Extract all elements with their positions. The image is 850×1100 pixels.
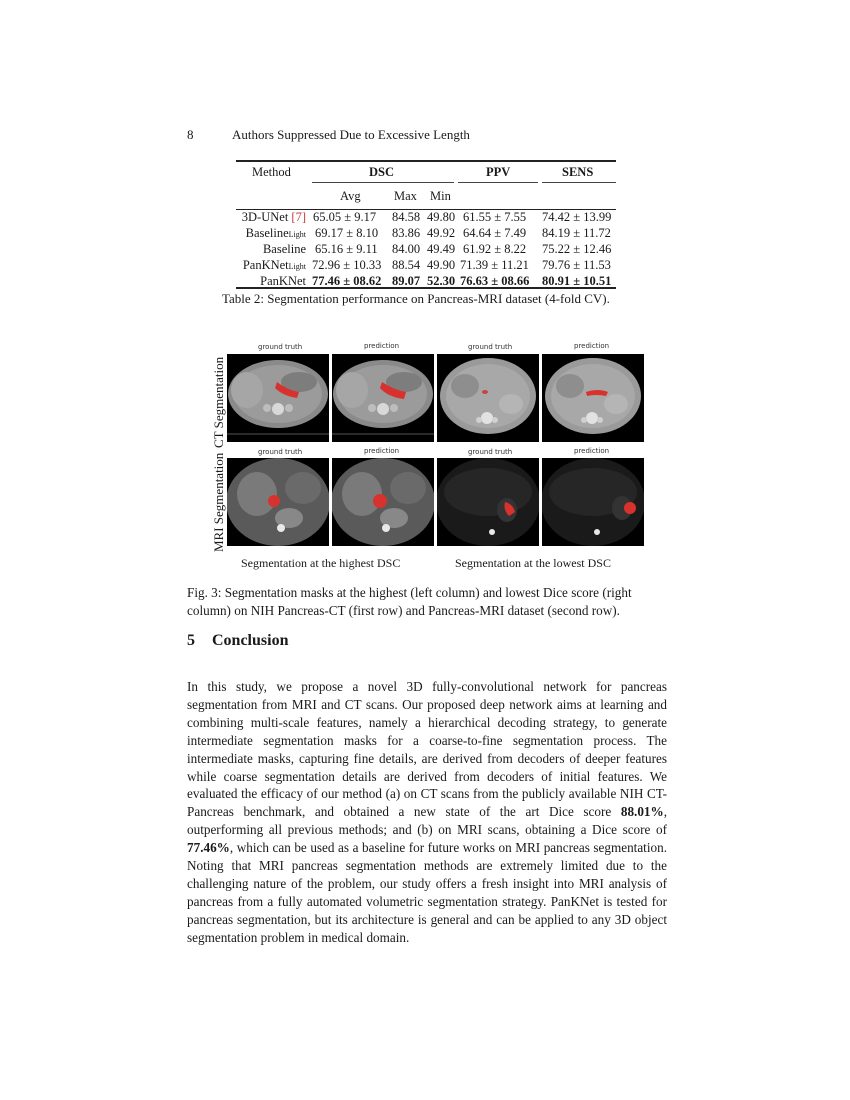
cell-min: 52.30 [427,274,456,288]
cell-sens: 80.91 ± 10.51 [542,274,612,288]
method-name: 3D-UNet [241,210,292,224]
header-min: Min [430,189,451,203]
cell-sens: 79.76 ± 11.53 [542,258,611,272]
ct-ground-truth-high-image [227,354,329,442]
results-table [236,158,616,293]
section-title: Conclusion [212,632,289,649]
header-sens: SENS [562,165,594,179]
method-subscript: Light [288,262,306,271]
cell-min: 49.80 [427,210,456,224]
running-header [187,127,470,143]
mri-ground-truth-low-image [437,458,539,546]
cell-max: 88.54 [392,258,421,272]
header-avg: Avg [340,189,361,203]
figure-caption: Fig. 3: Segmentation masks at the highest (left column) and lowest Dice score (right column) on NIH Pancreas-CT (first row) and Pancreas-MRI dataset (second row). [187,585,632,618]
cell-max: 84.00 [392,242,421,256]
citation-link[interactable]: [7] [291,210,306,224]
panel-label: prediction [574,447,610,455]
section-number: 5 [187,632,195,649]
page-number: 8 [187,127,194,142]
cell-min: 49.90 [427,258,456,272]
row-method [243,258,306,273]
row-method [246,226,306,241]
running-title: Authors Suppressed Due to Excessive Length [232,127,470,142]
ppv-group-rule [458,182,538,183]
sub-caption-right: Segmentation at the lowest DSC [455,556,611,570]
panel-label: ground truth [468,343,513,351]
method-name: PanKNet [242,258,289,272]
cell-sens: 84.19 ± 11.72 [542,226,611,240]
header-method: Method [252,165,291,179]
method-subscript: Light [288,230,306,239]
panel-label: ground truth [468,448,513,456]
cell-max: 84.58 [392,210,421,224]
cell-sens: 74.42 ± 13.99 [542,210,612,224]
paragraph-text: , which can be used as a baseline for future works on MRI pancreas segmentation. Noting that MRI pancreas segmentation methods are extremely limited due to the challenging nature of the problem, our study offers a fresh insight into MRI analysis of pancreas from a fully automated volumetric segmentation strategy. PanKNet is tested for pancreas segmentation, but its architecture is general and can be applied to any 3D object segmentation problem in medical domain. [187,840,667,945]
sub-caption-left: Segmentation at the highest DSC [241,556,401,570]
cell-avg: 65.05 ± 9.17 [313,210,377,224]
method-name: Baseline [245,226,289,240]
dsc-group-rule [312,182,454,183]
table-caption: Table 2: Segmentation performance on Pancreas-MRI dataset (4-fold CV). [222,291,610,306]
cell-avg: 65.16 ± 9.11 [315,242,378,256]
paragraph-text: In this study, we propose a novel 3D fully-convolutional network for pancreas segmentation from MRI and CT scans. Our proposed deep network aims at learning and combining multi-scale features, namely a hierarchical decoding strategy, to generate intermediate segmentation masks for a coarse-to-fine segmentation process. The intermediate masks, capturing fine details, are derived from decoders of deeper features while coarse segmentation details are derived from decoders of initial features. We evaluated the efficacy of our method (a) on CT scans from the publicly available NIH CT-Pancreas benchmark, and obtained a new state of the art Dice score [187,679,667,820]
cell-ppv: 76.63 ± 08.66 [460,274,530,288]
mri-prediction-high-image [332,458,434,546]
cell-ppv: 61.92 ± 8.22 [463,242,527,256]
section-heading [187,632,288,650]
cell-ppv: 71.39 ± 11.21 [460,258,529,272]
cell-avg: 69.17 ± 8.10 [315,226,379,240]
cell-sens: 75.22 ± 12.46 [542,242,612,256]
cell-avg: 72.96 ± 10.33 [312,258,382,272]
panel-label: prediction [574,342,610,350]
conclusion-paragraph [187,678,667,947]
row-label-mri: MRI Segmentation [211,452,226,552]
ct-prediction-low-image [542,354,644,442]
ct-prediction-high-image [332,354,434,442]
mri-prediction-low-image [542,458,644,546]
sens-group-rule [542,182,616,183]
paragraph-text: , outperforming all previous methods; and (b) on MRI scans, obtaining a Dice score of [187,804,667,838]
cell-ppv: 64.64 ± 7.49 [463,226,527,240]
row-label-ct: CT Segmentation [211,356,226,448]
panel-label: ground truth [258,448,303,456]
panel-label: ground truth [258,343,303,351]
header-ppv: PPV [486,165,511,179]
figure-3 [205,340,645,572]
cell-avg: 77.46 ± 08.62 [312,274,382,288]
ct-ground-truth-low-image [437,354,539,442]
header-max: Max [394,189,417,203]
mri-ground-truth-high-image [227,458,329,546]
cell-ppv: 61.55 ± 7.55 [463,210,527,224]
cell-max: 83.86 [392,226,421,240]
panel-label: prediction [364,342,400,350]
cell-max: 89.07 [392,274,421,288]
cell-min: 49.92 [427,226,456,240]
header-dsc: DSC [369,165,395,179]
panel-label: prediction [364,447,400,455]
dice-ct-value: 88.01% [620,804,664,820]
dice-mri-value: 77.46% [187,840,230,856]
row-method: Baseline [262,242,306,256]
cell-min: 49.49 [427,242,456,256]
row-method: PanKNet [260,274,306,288]
table-top-rule [236,160,616,162]
row-method [242,210,306,225]
